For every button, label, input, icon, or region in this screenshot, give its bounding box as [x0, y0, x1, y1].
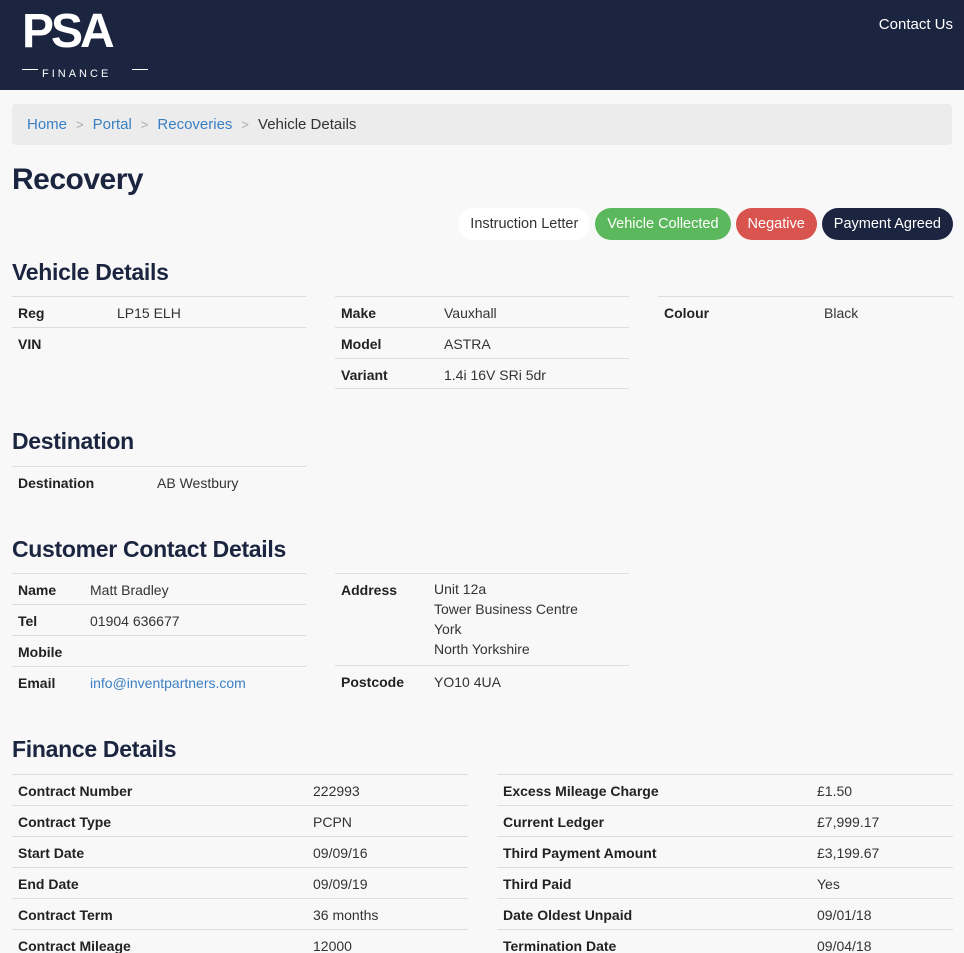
- finance-row: [497, 774, 953, 805]
- finance-label: Contract Term: [18, 907, 113, 923]
- customer-row-mobile: [12, 635, 306, 666]
- finance-row: [497, 836, 953, 867]
- destination-row: [12, 466, 306, 497]
- logo-rule-right: [132, 69, 148, 70]
- email-link[interactable]: info@inventpartners.com: [90, 675, 246, 691]
- psa-finance-logo[interactable]: [22, 5, 148, 82]
- vehicle-row-make: [335, 296, 629, 327]
- make-value: Vauxhall: [444, 305, 497, 321]
- model-value: ASTRA: [444, 336, 491, 352]
- customer-contact-title: Customer Contact Details: [12, 536, 286, 562]
- finance-row: [12, 836, 468, 867]
- customer-table-right: [335, 573, 629, 696]
- logo-text: PSA: [22, 5, 112, 58]
- finance-label: Current Ledger: [503, 814, 605, 830]
- finance-label: Termination Date: [503, 938, 617, 953]
- vehicle-row-variant: [335, 358, 629, 389]
- vehicle-row-colour: [658, 296, 953, 327]
- finance-value: 09/01/18: [817, 907, 872, 923]
- finance-row: [497, 929, 953, 953]
- page-title: Recovery: [12, 163, 144, 196]
- destination-label: Destination: [18, 475, 95, 491]
- breadcrumb: [12, 104, 952, 145]
- make-label: Make: [341, 305, 377, 321]
- status-badge-vehicle-collected[interactable]: Vehicle Collected: [595, 208, 730, 240]
- finance-label: Excess Mileage Charge: [503, 783, 659, 799]
- customer-table-left: [12, 573, 306, 697]
- status-badge-negative[interactable]: Negative: [736, 208, 817, 240]
- name-value: Matt Bradley: [90, 582, 169, 598]
- status-badge-instruction-letter[interactable]: Instruction Letter: [458, 208, 590, 240]
- variant-label: Variant: [341, 367, 388, 383]
- address-label: Address: [341, 582, 398, 598]
- logo-rule-left: [22, 69, 38, 70]
- vehicle-details-title: Vehicle Details: [12, 259, 169, 285]
- colour-label: Colour: [664, 305, 710, 321]
- finance-value: 09/09/19: [313, 876, 368, 892]
- finance-value: 12000: [313, 938, 352, 953]
- vehicle-table-middle: [335, 296, 629, 389]
- breadcrumb-recoveries[interactable]: Recoveries: [157, 116, 233, 133]
- finance-row: [12, 929, 468, 953]
- finance-label: End Date: [18, 876, 79, 892]
- finance-value: 36 months: [313, 907, 379, 923]
- finance-value: PCPN: [313, 814, 352, 830]
- vehicle-table-left: [12, 296, 306, 358]
- postcode-label: Postcode: [341, 674, 405, 690]
- finance-value: Yes: [817, 876, 840, 892]
- finance-value: 09/09/16: [313, 845, 368, 861]
- destination-title: Destination: [12, 428, 134, 454]
- name-label: Name: [18, 582, 57, 598]
- model-label: Model: [341, 336, 382, 352]
- tel-label: Tel: [18, 613, 38, 629]
- vehicle-row-reg: [12, 296, 306, 327]
- customer-row-address: [335, 573, 629, 665]
- status-badges: [458, 208, 953, 240]
- address-value: [434, 579, 578, 659]
- finance-label: Contract Type: [18, 814, 112, 830]
- finance-row: [497, 867, 953, 898]
- mobile-label: Mobile: [18, 644, 63, 660]
- destination-value: AB Westbury: [157, 475, 239, 491]
- finance-label: Third Paid: [503, 876, 572, 892]
- finance-row: [12, 898, 468, 929]
- customer-row-name: [12, 573, 306, 604]
- finance-value: £1.50: [817, 783, 853, 799]
- finance-value: 09/04/18: [817, 938, 872, 953]
- variant-value: 1.4i 16V SRi 5dr: [444, 367, 546, 383]
- breadcrumb-current: Vehicle Details: [258, 116, 357, 133]
- address-line-2: Tower Business Centre: [434, 601, 578, 617]
- reg-value: LP15 ELH: [117, 305, 181, 321]
- finance-label: Start Date: [18, 845, 85, 861]
- finance-label: Contract Number: [18, 783, 133, 799]
- vehicle-row-model: [335, 327, 629, 358]
- email-value: [90, 675, 246, 691]
- finance-details-title: Finance Details: [12, 736, 177, 762]
- tel-value: 01904 636677: [90, 613, 180, 629]
- customer-row-tel: [12, 604, 306, 635]
- finance-value: £7,999.17: [817, 814, 880, 830]
- breadcrumb-separator: >: [140, 117, 149, 132]
- finance-row: [12, 774, 468, 805]
- finance-label: Contract Mileage: [18, 938, 131, 953]
- breadcrumb-home[interactable]: Home: [27, 116, 68, 133]
- address-line-3: York: [434, 621, 462, 637]
- finance-value: £3,199.67: [817, 845, 880, 861]
- finance-label: Third Payment Amount: [503, 845, 657, 861]
- finance-label: Date Oldest Unpaid: [503, 907, 633, 923]
- finance-row: [497, 805, 953, 836]
- finance-row: [497, 898, 953, 929]
- finance-row: [12, 805, 468, 836]
- vehicle-row-vin: [12, 327, 306, 358]
- top-navbar: [0, 0, 964, 90]
- breadcrumb-portal[interactable]: Portal: [92, 116, 132, 133]
- breadcrumb-separator: >: [76, 117, 84, 132]
- finance-table-right: [497, 774, 953, 953]
- finance-table-left: [12, 774, 468, 953]
- address-line-4: North Yorkshire: [434, 641, 530, 657]
- postcode-value: YO10 4UA: [434, 674, 501, 690]
- breadcrumb-separator: >: [241, 117, 250, 132]
- vehicle-table-right: [658, 296, 953, 327]
- customer-row-postcode: [335, 665, 629, 696]
- address-line-1: Unit 12a: [434, 581, 487, 597]
- customer-row-email: [12, 666, 306, 697]
- finance-value: 222993: [313, 783, 360, 799]
- destination-table: [12, 466, 306, 497]
- email-label: Email: [18, 675, 56, 691]
- reg-label: Reg: [18, 305, 45, 321]
- vin-label: VIN: [18, 336, 42, 352]
- colour-value: Black: [824, 305, 859, 321]
- status-badge-payment-agreed[interactable]: Payment Agreed: [822, 208, 953, 240]
- finance-row: [12, 867, 468, 898]
- contact-us-link[interactable]: Contact Us: [878, 16, 953, 33]
- logo-subtext: FINANCE: [42, 68, 112, 80]
